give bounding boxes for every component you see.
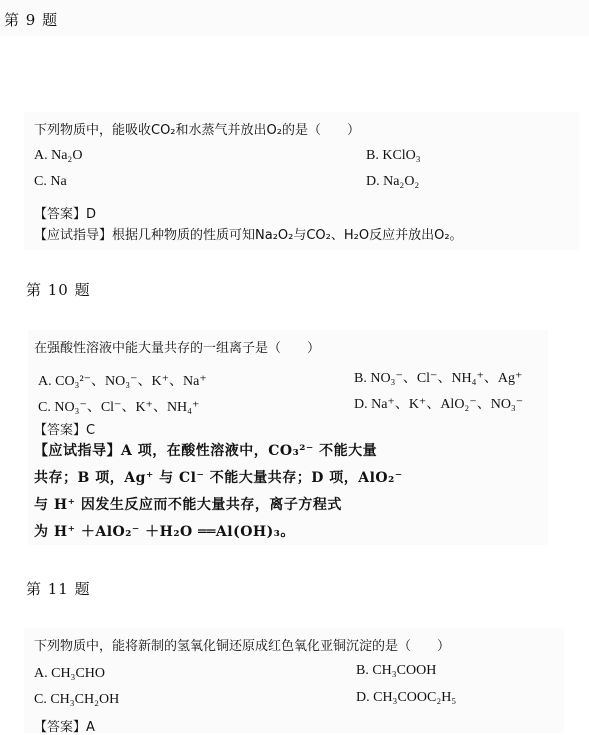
question-10-option-d: D. Na⁺、K⁺、AlO₂⁻、NO₃⁻ bbox=[354, 397, 524, 412]
question-9-stem: 下列物质中，能吸收CO₂和水蒸气并放出O₂的是（ ） bbox=[34, 123, 360, 138]
question-9-option-b: B. KClO₃ bbox=[366, 148, 421, 163]
question-10-answer: 【答案】C bbox=[34, 423, 96, 438]
question-11-option-a: A. CH₃CHO bbox=[34, 666, 105, 681]
question-10-guide-line-2: 共存；B 项，Ag⁺ 与 Cl⁻ 不能大量共存；D 项，AlO₂⁻ bbox=[34, 470, 403, 486]
question-10-stem: 在强酸性溶液中能大量共存的一组离子是（ ） bbox=[34, 341, 321, 356]
question-9-option-d: D. Na₂O₂ bbox=[366, 174, 420, 189]
question-9-option-c: C. Na bbox=[34, 174, 67, 189]
question-11-stem: 下列物质中，能将新制的氢氧化铜还原成红色氧化亚铜沉淀的是（ ） bbox=[34, 639, 451, 654]
question-11-option-b: B. CH₃COOH bbox=[356, 663, 437, 678]
question-11-heading: 第 11 题 bbox=[26, 580, 91, 598]
question-9-heading: 第 9 题 bbox=[4, 11, 59, 29]
question-10-guide-line-3: 与 H⁺ 因发生反应而不能大量共存，离子方程式 bbox=[34, 497, 342, 513]
question-10-option-b: B. NO₃⁻、Cl⁻、NH₄⁺、Ag⁺ bbox=[354, 371, 523, 386]
question-11-answer: 【答案】A bbox=[34, 720, 95, 735]
question-10-guide-line-4: 为 H⁺ ＋AlO₂⁻ ＋H₂O ══Al(OH)₃。 bbox=[34, 524, 295, 540]
question-10-heading: 第 10 题 bbox=[26, 281, 91, 299]
question-9-option-a: A. Na₂O bbox=[34, 148, 83, 163]
question-10-guide-line-1: 【应试指导】A 项，在酸性溶液中，CO₃²⁻ 不能大量 bbox=[34, 443, 378, 459]
question-11-option-c: C. CH₃CH₂OH bbox=[34, 692, 120, 707]
question-10-option-c: C. NO₃⁻、Cl⁻、K⁺、NH₄⁺ bbox=[38, 400, 200, 415]
question-10-option-a: A. CO₃²⁻、NO₃⁻、K⁺、Na⁺ bbox=[38, 374, 207, 389]
question-11-option-d: D. CH₃COOC₂H₅ bbox=[356, 690, 457, 705]
question-9-answer: 【答案】D bbox=[34, 207, 97, 222]
question-9-guide: 【应试指导】根据几种物质的性质可知Na₂O₂与CO₂、H₂O反应并放出O₂。 bbox=[34, 228, 463, 243]
